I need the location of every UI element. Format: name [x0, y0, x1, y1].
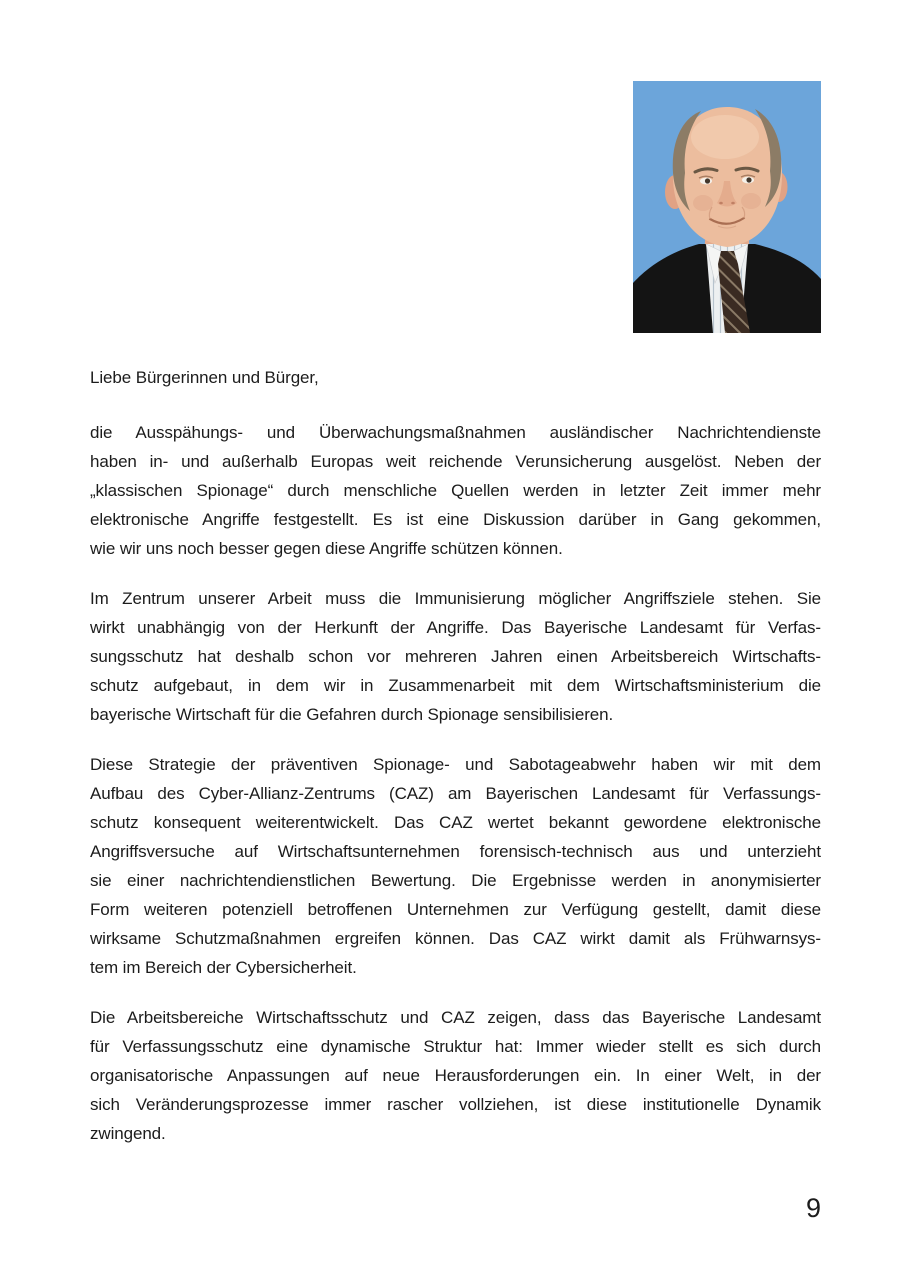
letter-paragraph: [90, 418, 821, 563]
letter-paragraph: [90, 584, 821, 729]
text-line: schutz aufgebaut, in dem wir in Zusammenarbeit mit dem Wirtschaftsministerium die: [90, 676, 821, 695]
text-line: Diese Strategie der präventiven Spionage- und Sabotageabwehr haben wir mit dem: [90, 755, 821, 774]
text-line: sungsschutz hat deshalb schon vor mehreren Jahren einen Arbeitsbereich Wirtschafts-: [90, 647, 821, 666]
text-line: Angriffsversuche auf Wirtschaftsunternehmen forensisch-technisch aus und unterzieht: [90, 842, 821, 861]
text-line: sich Veränderungsprozesse immer rascher vollziehen, ist diese institutionelle Dynamik: [90, 1095, 821, 1114]
letter-paragraph: [90, 750, 821, 982]
salutation: Liebe Bürgerinnen und Bürger,: [90, 368, 319, 387]
letter-paragraphs: [90, 418, 821, 1148]
text-line: haben in- und außerhalb Europas weit reichende Verunsicherung ausgelöst. Neben der: [90, 452, 821, 471]
portrait-illustration: [633, 81, 821, 333]
text-line: wie wir uns noch besser gegen diese Angriffe schützen können.: [90, 539, 563, 558]
text-line: elektronische Angriffe festgestellt. Es ist eine Diskussion darüber in Gang gekommen,: [90, 510, 821, 529]
portrait-photo: [633, 81, 821, 333]
text-line: die Ausspähungs- und Überwachungsmaßnahmen ausländischer Nachrichtendienste: [90, 423, 821, 442]
text-line: bayerische Wirtschaft für die Gefahren durch Spionage sensibilisieren.: [90, 705, 614, 724]
text-line: tem im Bereich der Cybersicherheit.: [90, 958, 357, 977]
text-line: Im Zentrum unserer Arbeit muss die Immunisierung möglicher Angriffsziele stehen. Sie: [90, 589, 821, 608]
text-line: für Verfassungsschutz eine dynamische Struktur hat: Immer wieder stellt es sich durch: [90, 1037, 821, 1056]
letter-body: [90, 363, 821, 1169]
text-line: wirkt unabhängig von der Herkunft der Angriffe. Das Bayerische Landesamt für Verfas-: [90, 618, 821, 637]
text-line: wirksame Schutzmaßnahmen ergreifen können. Das CAZ wirkt damit als Frühwarnsys-: [90, 929, 821, 948]
text-line: schutz konsequent weiterentwickelt. Das CAZ wertet bekannt gewordene elektronische: [90, 813, 821, 832]
page-number: 9: [805, 1193, 821, 1223]
text-line: Form weiteren potenziell betroffenen Unternehmen zur Verfügung gestellt, damit diese: [90, 900, 821, 919]
letter-paragraph: [90, 1003, 821, 1148]
text-line: Aufbau des Cyber-Allianz-Zentrums (CAZ) am Bayerischen Landesamt für Verfassungs-: [90, 784, 821, 803]
text-line: Die Arbeitsbereiche Wirtschaftsschutz und CAZ zeigen, dass das Bayerische Landesamt: [90, 1008, 821, 1027]
text-line: sie einer nachrichtendienstlichen Bewertung. Die Ergebnisse werden in anonymisierter: [90, 871, 821, 890]
text-line: „klassischen Spionage“ durch menschliche Quellen werden in letzter Zeit immer mehr: [90, 481, 821, 500]
text-line: zwingend.: [90, 1124, 166, 1143]
text-line: organisatorische Anpassungen auf neue Herausforderungen ein. In einer Welt, in der: [90, 1066, 821, 1085]
